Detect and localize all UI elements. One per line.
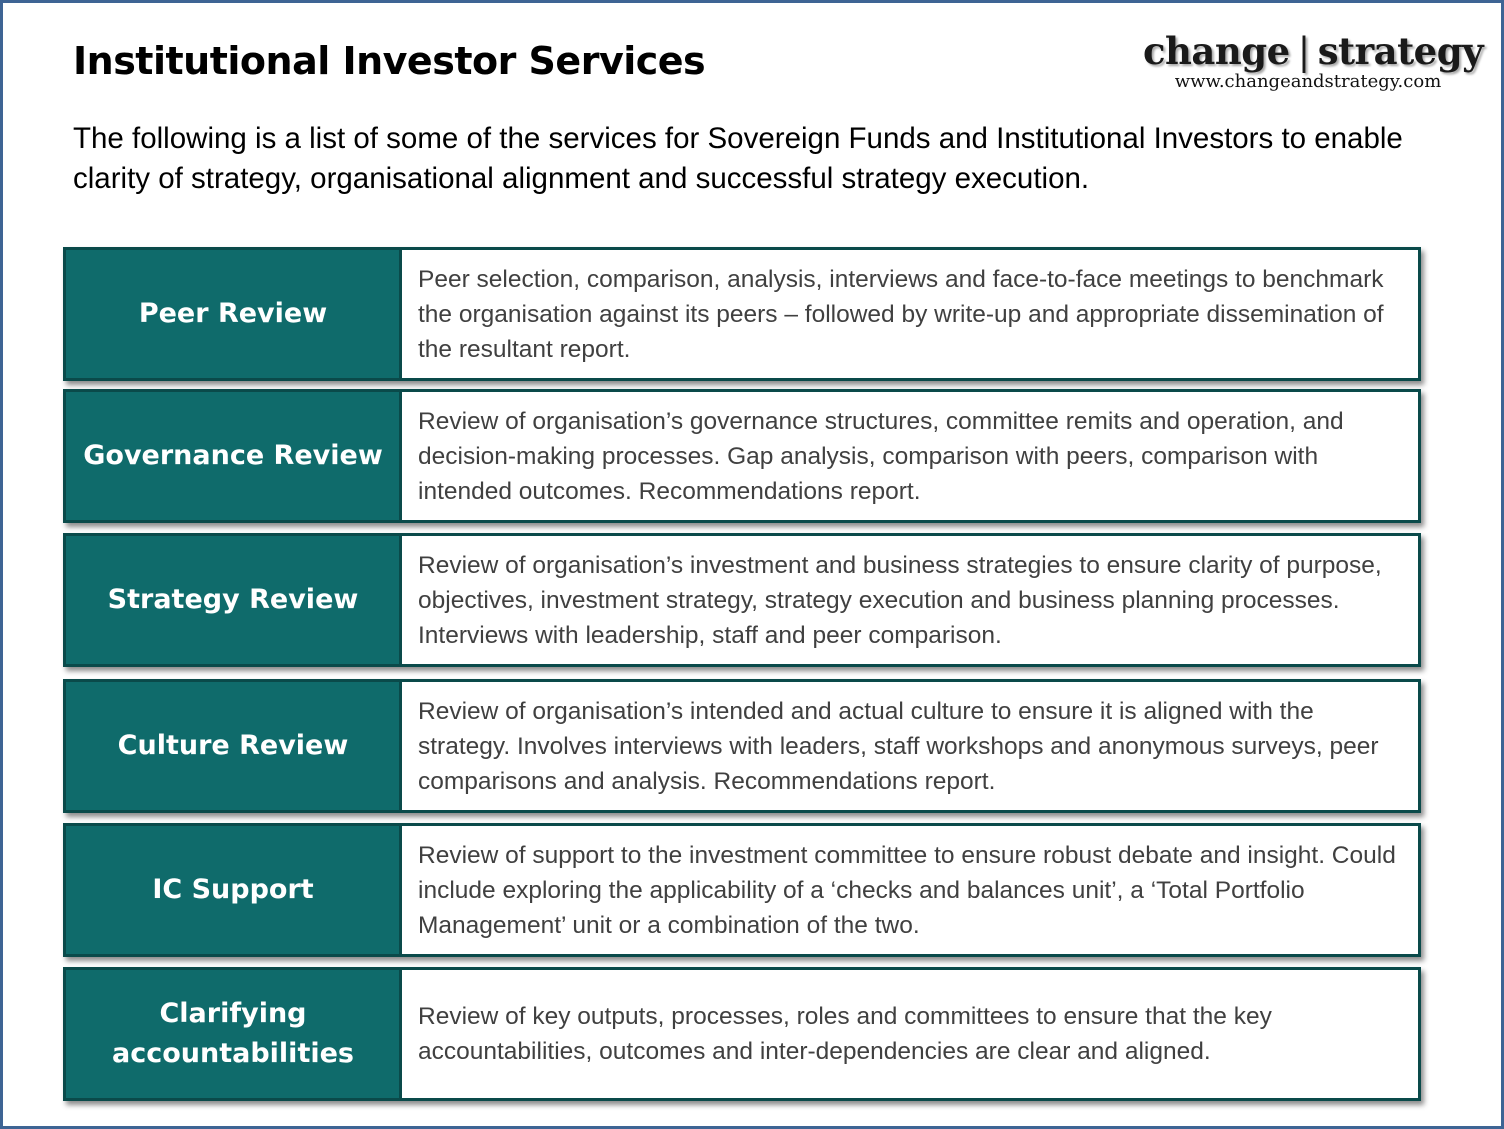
brand-logo	[1143, 29, 1484, 92]
service-description: Review of support to the investment committee to ensure robust debate and insight. Could include exploring the applicability of a ‘checks and balances unit’, a ‘Total Portfolio Management’ unit or a combination of the two.	[418, 841, 1396, 939]
service-label: Culture Review	[117, 730, 349, 761]
service-description: Peer selection, comparison, analysis, interviews and face-to-face meetings to benchmark the organisation against its peers – followed by write-up and appropriate dissemination of the resultant report.	[418, 265, 1384, 363]
service-label: Strategy Review	[107, 584, 359, 615]
brand-name-left: change	[1143, 29, 1290, 73]
service-label-box	[63, 823, 403, 957]
service-description-box	[399, 679, 1421, 813]
service-label: Governance Review	[83, 440, 383, 471]
service-description-box	[399, 533, 1421, 667]
brand-name	[1143, 29, 1484, 73]
service-label-box	[63, 389, 403, 523]
service-row-governance-review	[63, 389, 1421, 523]
brand-name-right: strategy	[1317, 29, 1484, 73]
service-label: Clarifying accountabilities	[112, 998, 354, 1069]
service-description-box	[399, 389, 1421, 523]
service-description: Review of organisation’s investment and business strategies to ensure clarity of purpose, objectives, investment strategy, strategy execution and business planning processes. Interviews with leadership, staff and peer comparison.	[418, 551, 1382, 649]
service-label: Peer Review	[138, 298, 328, 329]
service-label-box	[63, 967, 403, 1101]
brand-separator: |	[1297, 30, 1310, 73]
service-row-peer-review	[63, 247, 1421, 381]
service-row-clarifying-accountabilities	[63, 967, 1421, 1101]
service-description: Review of key outputs, processes, roles and committees to ensure that the key accountabilities, outcomes and inter-dependencies are clear and aligned.	[418, 1003, 1272, 1065]
service-label-box	[63, 679, 403, 813]
service-label: IC Support	[152, 874, 314, 905]
intro-text: The following is a list of some of the services for Sovereign Funds and Institutional Investors to enable clarity of strategy, organisational alignment and successful strategy execution.	[73, 122, 1403, 195]
service-row-culture-review	[63, 679, 1421, 813]
service-description-box	[399, 247, 1421, 381]
service-description-box	[399, 823, 1421, 957]
service-description: Review of organisation’s intended and actual culture to ensure it is aligned with the strategy. Involves interviews with leaders, staff workshops and anonymous surveys, peer comparisons and analysis. Recommendations report.	[418, 697, 1379, 795]
service-description: Review of organisation’s governance structures, committee remits and operation, and decision-making processes. Gap analysis, comparison with peers, comparison with intended outcomes. Recommendations report.	[418, 407, 1344, 505]
service-description-box	[399, 967, 1421, 1101]
service-label-box	[63, 247, 403, 381]
brand-url: www.changeandstrategy.com	[1174, 71, 1442, 92]
service-label-box	[63, 533, 403, 667]
page-title: Institutional Investor Services	[73, 39, 706, 83]
service-row-strategy-review	[63, 533, 1421, 667]
service-row-ic-support	[63, 823, 1421, 957]
